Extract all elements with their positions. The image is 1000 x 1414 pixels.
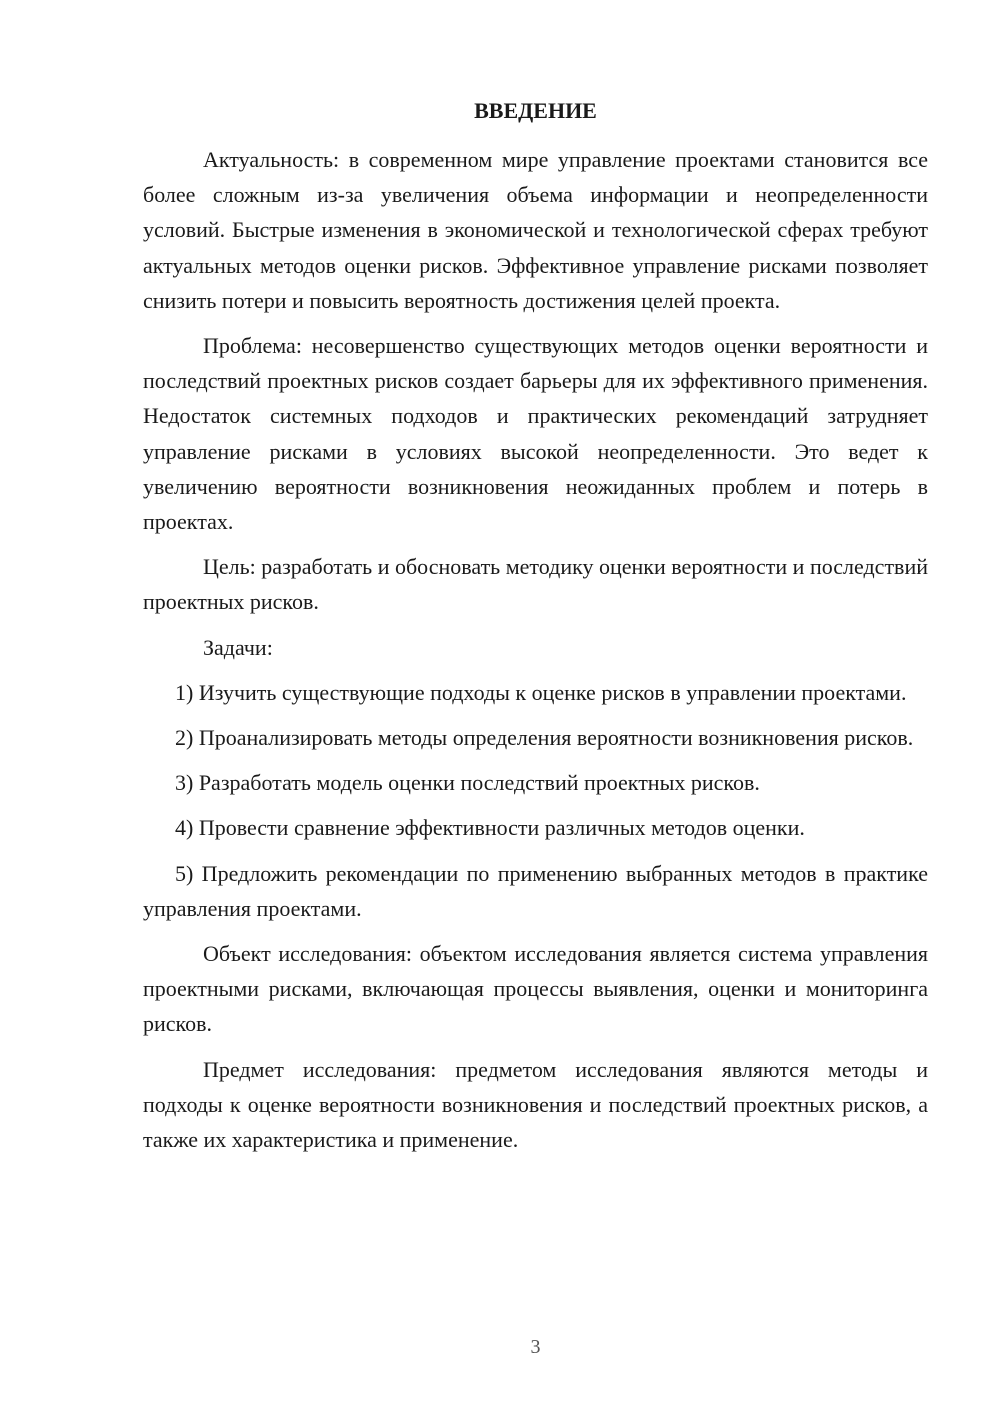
paragraph-object: Объект исследования: объектом исследования является система управления проектными рисками, включающая процессы выявления, оценки и мониторинга рисков.	[143, 941, 928, 1037]
tasks-heading: Задачи:	[203, 634, 273, 660]
paragraph-subject: Предмет исследования: предметом исследования являются методы и подходы к оценке вероятности возникновения и последствий проектных рисков, а также их характеристика и применение.	[143, 1056, 928, 1153]
task-item-5: 5) Предложить рекомендации по применению выбранных методов в практике управления проектами.	[143, 860, 928, 921]
task-item-2: 2) Проанализировать методы определения вероятности возникновения рисков.	[175, 725, 914, 751]
document-body	[143, 142, 928, 1167]
paragraph-problem: Проблема: несовершенство существующих методов оценки вероятности и последствий проектных рисков создает барьеры для их эффективного применения. Недостаток системных подходов и практических рекомендаций затрудняет управление рисками в условиях высокой неопределенности. Это ведет к увеличению вероятности возникновения неожиданных проблем и потерь в проектах.	[143, 333, 928, 535]
paragraph-relevance: Актуальность: в современном мире управление проектами становится все более сложным из-за увеличения объема информации и неопределенности условий. Быстрые изменения в экономической и технологической сферах требуют актуальных методов оценки рисков. Эффективное управление рисками позволяет снизить потери и повысить вероятность достижения целей проекта.	[143, 147, 928, 313]
page-number: 3	[530, 1336, 541, 1358]
task-item-3: 3) Разработать модель оценки последствий проектных рисков.	[175, 770, 760, 796]
page-title: ВВЕДЕНИЕ	[474, 98, 597, 123]
document-page	[143, 0, 928, 1414]
task-item-1: 1) Изучить существующие подходы к оценке рисков в управлении проектами.	[175, 679, 907, 705]
paragraph-goal: Цель: разработать и обосновать методику оценки вероятности и последствий проектных рисков.	[143, 554, 928, 615]
task-item-4: 4) Провести сравнение эффективности различных методов оценки.	[175, 815, 805, 841]
